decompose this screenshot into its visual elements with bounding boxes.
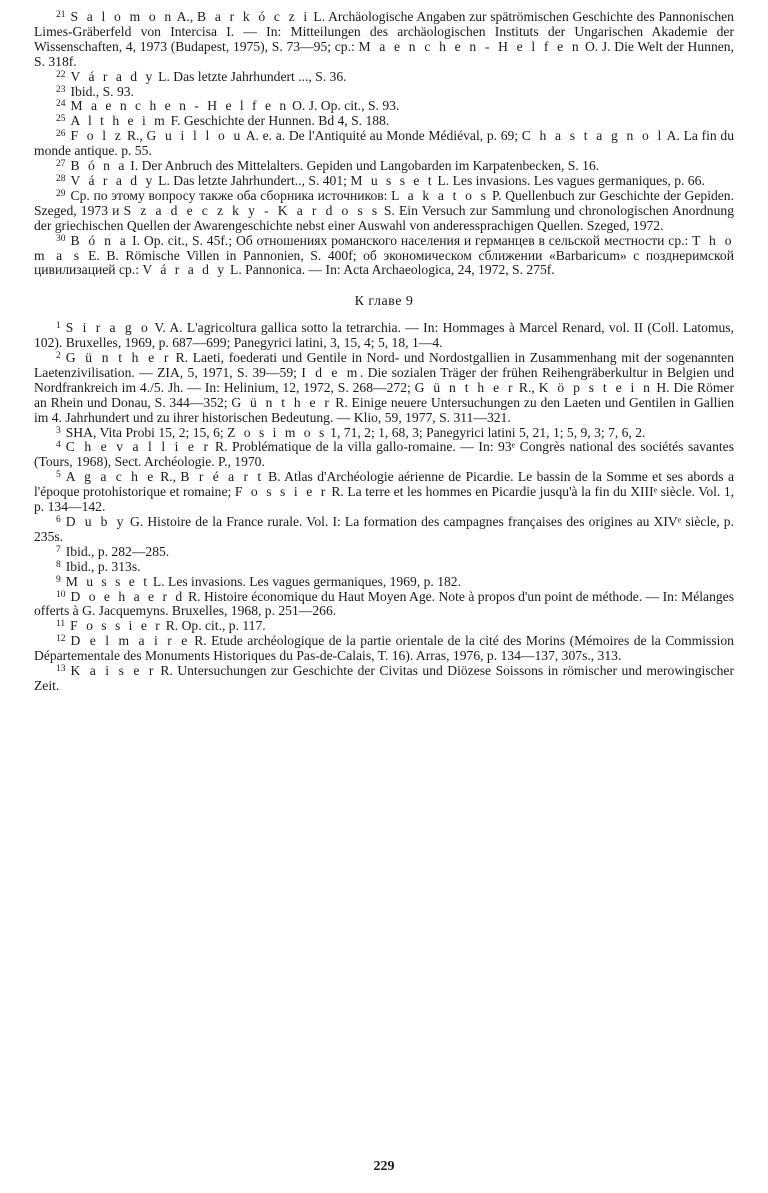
footnote-text: E. B. Römische Villen in Pannonien, S. 400f; об экономическом сближении «Barbaricum» с позднеримской цивилизацией ср.: — [34, 247, 734, 278]
footnote-text: R. Untersuchungen zur Geschichte der Civitas und Diözese Soissons in römischer und merowingischer Zeit. — [34, 663, 734, 693]
footnote — [34, 619, 734, 634]
footnote — [34, 159, 734, 174]
footnote-number: 13 — [56, 664, 66, 675]
author-name: B ó n a — [70, 158, 127, 174]
footnote-text: H. Die Römer an Rhein und Donau, S. 344—352; — [34, 379, 734, 410]
footnote-number: 22 — [56, 69, 66, 80]
footnote-text: S. Ein Versuch zur Sammlung und chronologischen Anordnung der griechischen Quellen der Awarengeschichte nebst einer Auswahl von anderessprachigen Quellen. Szeged, 1972. — [34, 202, 734, 233]
footnote-text: R., — [515, 379, 539, 395]
footnote-number: 1 — [56, 321, 61, 332]
footnote — [34, 114, 734, 129]
footnote — [34, 470, 734, 515]
footnote — [34, 575, 734, 590]
author-name: T h o m a s — [34, 232, 734, 263]
author-name: K ö p s t e i n — [538, 379, 653, 395]
author-name: B r é a r t — [180, 469, 264, 485]
footnote-number: 9 — [56, 574, 61, 585]
author-name: G ü n t h e r — [414, 379, 516, 395]
footnote-text: Ibid., p. 282—285. — [65, 543, 170, 559]
author-name: A g a c h e — [65, 469, 156, 485]
footnote-number: 23 — [56, 84, 66, 95]
author-name: M a e n c h e n - H e l f e n — [70, 98, 289, 114]
author-name: D e l m a i r e — [70, 633, 190, 649]
author-name: B ó n a — [70, 232, 129, 248]
footnote-text: F. Geschichte der Hunnen. Bd 4, S. 188. — [167, 113, 390, 129]
footnote-text: 1, 71, 2; 1, 68, 3; Panegyrici latini 5, 21, 1; 5, 9, 3; 7, 6, 2. — [326, 424, 646, 440]
footnote-text: I. Der Anbruch des Mittelalters. Gepiden und Langobarden im Karpatenbecken, S. 16. — [126, 158, 600, 174]
footnotes-chapter-9 — [34, 321, 734, 694]
footnote-text: R. Laeti, foederati und Gentile in Nord- und Nordostgallien in Zusammenhang mit der sogenannten Laetenzivilisation. — ZIA, 5, 1971, S. 39—59; — [34, 350, 735, 380]
author-name: L a k a t o s — [391, 187, 489, 203]
footnote-text: Ibid., p. 313s. — [65, 558, 141, 574]
footnote — [34, 189, 734, 234]
footnotes-chapter-8 — [34, 10, 734, 278]
footnote-number: 7 — [56, 544, 61, 555]
footnote-number: 21 — [56, 10, 66, 20]
chapter-9-heading: К главе 9 — [354, 294, 414, 310]
author-name: D u b y — [65, 514, 126, 529]
footnote-text: O. J. Die Welt der Hunnen, S. 318f. — [34, 38, 734, 69]
footnote-text: R. La terre et les hommes en Picardie jusqu'à la fin du XIIIᵉ siècle. Vol. 1, p. 134—142. — [34, 484, 735, 515]
author-name: G ü n t h e r — [231, 394, 332, 410]
author-name: M u s s e t — [350, 172, 435, 188]
author-name: C h e v a l l i e r — [65, 439, 211, 455]
author-name: A l t h e i m — [70, 113, 168, 129]
footnote-text: V. A. L'agricoltura gallica sotto la tetrarchia. — In: Hommages à Marcel Renard, vol. II (Coll. Latomus, 102). Bruxelles, 1969, p. 687—699; Panegyrici latini, 3, 15, 4; 5, 18, 1—4. — [34, 320, 734, 351]
footnote — [34, 351, 734, 426]
footnote-number: 4 — [56, 440, 61, 451]
author-name: M u s s e t — [65, 573, 150, 589]
footnote-text: G. Histoire de la France rurale. Vol. I: La formation des campagnes françaises des origines au XIVᵉ siècle, p. 235s. — [34, 514, 734, 544]
footnote — [34, 10, 734, 70]
footnote — [34, 664, 734, 694]
footnote-number: 6 — [56, 515, 61, 525]
footnote-text: R. Histoire économique du Haut Moyen Age. Note à propos d'un point de méthode. — In: Mélanges offerts à G. Jacquemyns. Bruxelles, 1968, p. 251—266. — [34, 588, 734, 619]
footnote-number: 2 — [56, 351, 61, 362]
footnote — [34, 545, 734, 560]
footnote-text: . Die sozialen Träger der frühen Reihengräberkultur in Belgien und Nordfrankreich im 4./5. Jh. — In: Helinium, 12, 1972, S. 268—272; — [34, 364, 735, 395]
footnote — [34, 70, 734, 85]
footnote-text: A. e. a. De l'Antiquité au Monde Médiéval, p. 69; — [242, 128, 522, 144]
footnote-text: L. Pannonica. — In: Acta Archaeologica, 24, 1972, S. 275f. — [226, 262, 555, 278]
author-name: D o e h a e r d — [70, 588, 185, 604]
footnote-text: L. Les invasions. Les vagues germaniques, p. 66. — [434, 172, 705, 188]
footnote-text: O. J. Op. cit., S. 93. — [288, 98, 400, 114]
author-name: M a e n c h e n - H e l f e n — [358, 38, 582, 54]
footnote-number: 3 — [56, 425, 61, 436]
footnote — [34, 634, 734, 664]
author-name: V á r a d y — [70, 68, 155, 84]
footnote — [34, 85, 734, 100]
author-name: S i r a g o — [65, 320, 151, 336]
footnote — [34, 99, 734, 114]
page-number: 229 — [373, 1159, 395, 1174]
footnote-text: L. Les invasions. Les vagues germaniques, 1969, p. 182. — [149, 573, 461, 589]
author-name: V á r a d y — [142, 262, 227, 278]
footnote-number: 27 — [56, 159, 66, 170]
footnote-number: 25 — [56, 114, 66, 125]
author-name: F o s s i e r — [70, 618, 163, 634]
footnote-text: A. La fin du monde antique. p. 55. — [34, 128, 734, 159]
footnote-text: A., — [173, 9, 198, 24]
footnote-number: 11 — [56, 619, 66, 630]
author-name: F o l z — [70, 128, 124, 144]
footnote-text: R., — [123, 128, 147, 144]
author-name: S z a d e c z k y - K a r d o s s — [123, 202, 380, 218]
footnote-number: 8 — [56, 559, 61, 570]
footnote-text: R. Op. cit., p. 117. — [162, 618, 266, 634]
author-name: G u i l l o u — [146, 128, 243, 144]
footnote-text: I. Op. cit., S. 45f.; Об отношениях романского населения и германцев в сельской местности ср.: — [128, 232, 693, 248]
author-name: V á r a d y — [70, 172, 155, 188]
footnote-text: L. Das letzte Jahrhundert ..., S. 36. — [154, 68, 347, 84]
footnote — [34, 426, 734, 441]
footnote-text: R., — [155, 469, 181, 485]
footnote — [34, 174, 734, 189]
footnote-text: R. Problématique de la villa gallo-romaine. — In: 93ᵉ Congrès national des sociétés savantes (Tours, 1968), Sect. Archéologie. P., 1970. — [34, 439, 734, 470]
author-name: Z o s i m o s — [227, 424, 327, 440]
author-name: B a r k ó c z i — [197, 9, 310, 24]
footnote-text: SHA, Vita Probi 15, 2; 15, 6; — [65, 424, 228, 440]
footnote-text: R. Etude archéologique de la partie orientale de la cité des Morins (Mémoires de la Commission Départementale des Monuments Historiques du Pas-de-Calais, T. 16). Arras, 1976, p. 134—137, 307s., 313. — [34, 633, 734, 664]
footnote-text: L. Archäologische Angaben zur spätrömischen Geschichte des Pannonischen Limes-Gräberfeld von Intercisa I. — In: Mitteilungen des archäologischen Instituts der Ungarischen Akademie der Wissenschaften, 4, 1973 (Budapest, 1975), S. 73—95; ср.: — [34, 9, 734, 54]
footnote-number: 30 — [56, 233, 66, 244]
footnote — [34, 129, 734, 159]
footnote-text: L. Das letzte Jahrhundert.., S. 401; — [154, 172, 351, 188]
footnote — [34, 234, 734, 279]
footnote-text: Ср. по этому вопросу также оба сборника источников: — [70, 187, 392, 203]
footnote — [34, 515, 734, 545]
footnote — [34, 590, 734, 620]
footnote-number: 28 — [56, 173, 66, 184]
author-name: F o s s i e r — [234, 484, 328, 500]
author-name: G ü n t h e r — [65, 350, 171, 366]
footnote-number: 29 — [56, 188, 66, 199]
footnote-number: 10 — [56, 589, 66, 600]
footnote-text: B. Atlas d'Archéologie aérienne de Picardie. Le bassin de la Somme et ses abords a l'époque protohistorique et romaine; — [34, 469, 734, 500]
footnote-number: 5 — [56, 470, 61, 481]
footnote-number: 24 — [56, 99, 66, 110]
author-name: C h a s t a g n o l — [521, 128, 664, 144]
footnote-text: R. Einige neuere Untersuchungen zu den Laeten und Gentilen in Gallien im 4. Jahrhundert und zu ihrer historischen Bedeutung. — Klio, 59, 1977, S. 311—321. — [34, 394, 734, 425]
footnote — [34, 560, 734, 575]
footnote-number: 12 — [56, 634, 66, 645]
footnote-text: Ibid., S. 93. — [70, 83, 134, 99]
footnote-number: 26 — [56, 129, 66, 140]
author-name: S a l o m o n — [70, 9, 174, 24]
author-name: I d e m — [301, 364, 360, 380]
footnote-text: P. Quellenbuch zur Geschichte der Gepiden. Szeged, 1973 и — [34, 187, 734, 218]
footnote — [34, 440, 734, 470]
author-name: K a i s e r — [70, 663, 156, 679]
footnote — [34, 321, 734, 351]
